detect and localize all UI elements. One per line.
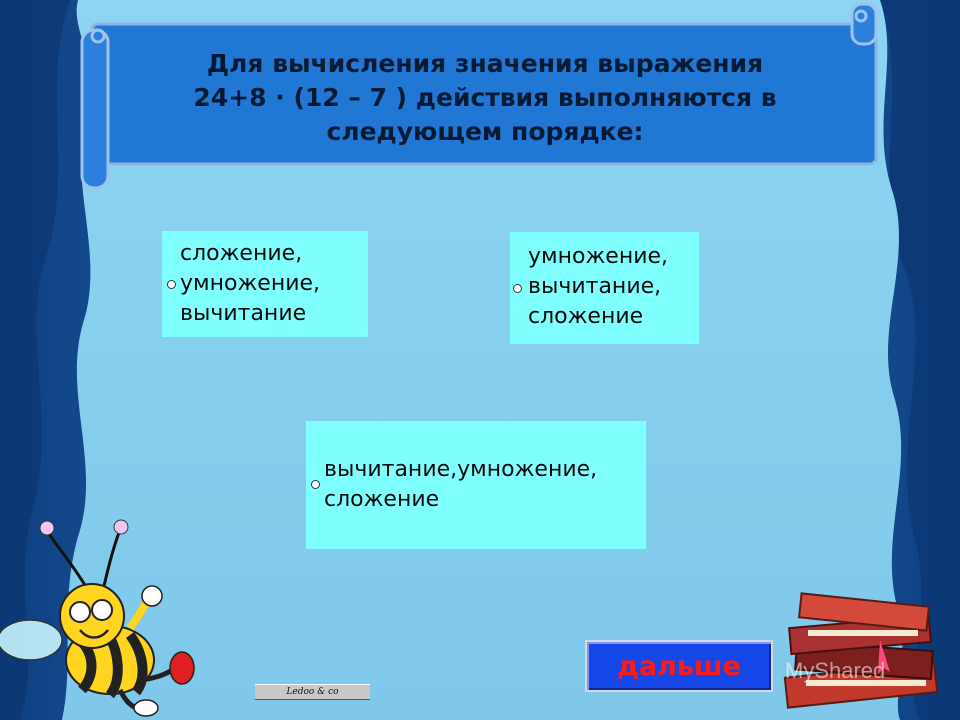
books-stack-icon [785,593,937,707]
answer-line: умножение, [180,271,321,296]
next-button[interactable]: дальше [585,640,773,692]
answer-line: сложение [528,304,644,329]
answer-text [324,455,597,515]
answer-line: вычитание [180,301,307,326]
radio-button[interactable] [167,280,176,289]
answer-line: умножение, [528,244,669,269]
heading-line: 24+8 · (12 – 7 ) действия выполняются в [193,83,777,112]
answer-text [528,242,668,332]
answer-option-1[interactable] [162,231,368,337]
question-heading [110,36,860,160]
answer-text [180,239,320,329]
watermark-text: MyShared [785,658,886,683]
answer-line: вычитание,умножение, [324,457,598,482]
signature-strip: Ledoo & co [255,684,370,700]
answer-line: вычитание, [528,274,662,299]
answer-line: сложение [324,487,440,512]
answer-option-3[interactable] [306,421,646,549]
heading-line: Для вычисления значения выражения [206,49,764,78]
answer-option-2[interactable] [510,232,699,344]
radio-button[interactable] [311,480,320,489]
answer-line: сложение, [180,241,303,266]
heading-line: следующем порядке: [326,117,644,146]
radio-button[interactable] [513,284,522,293]
